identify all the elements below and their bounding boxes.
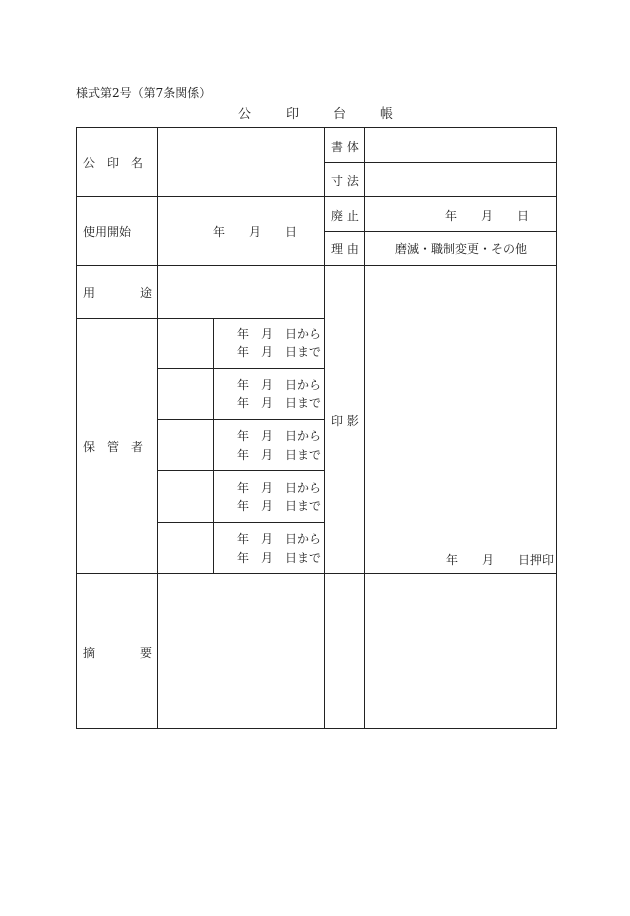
seal-name-label: 公 印 名 xyxy=(83,156,144,170)
start-use-date: 年 月 日 xyxy=(213,225,298,239)
custodian-period-2-to: 年 月 日まで xyxy=(237,396,322,410)
purpose-label-b: 途 xyxy=(140,286,153,300)
summary-label-a: 摘 xyxy=(83,646,96,660)
title-char-4: 帳 xyxy=(380,107,394,122)
impression-date: 年 月 日押印 xyxy=(446,553,555,567)
size-label: 寸 法 xyxy=(331,174,359,188)
custodian-period-1-from: 年 月 日から xyxy=(237,327,322,341)
title-char-1: 公 xyxy=(238,107,252,122)
custodian-period-5-to: 年 月 日まで xyxy=(237,551,322,565)
custodian-period-5-from: 年 月 日から xyxy=(237,532,322,546)
abolish-label: 廃 止 xyxy=(331,209,359,223)
reason-value: 磨滅・職制変更・その他 xyxy=(395,242,528,256)
title-char-2: 印 xyxy=(286,107,300,122)
reason-label: 理 由 xyxy=(331,242,359,256)
custodian-period-1-to: 年 月 日まで xyxy=(237,345,322,359)
custodian-period-3-from: 年 月 日から xyxy=(237,429,322,443)
custodian-label: 保 管 者 xyxy=(83,440,144,454)
abolish-date: 年 月 日 xyxy=(445,209,530,223)
style-label: 書 体 xyxy=(331,140,359,154)
custodian-period-3-to: 年 月 日まで xyxy=(237,448,322,462)
custodian-period-4-to: 年 月 日まで xyxy=(237,499,322,513)
purpose-label-a: 用 xyxy=(83,286,96,300)
form-number-label: 様式第2号（第7条関係） xyxy=(76,86,212,100)
custodian-period-4-from: 年 月 日から xyxy=(237,481,322,495)
custodian-period-2-from: 年 月 日から xyxy=(237,378,322,392)
impression-label: 印 影 xyxy=(331,414,359,428)
start-use-label: 使用開始 xyxy=(83,225,132,239)
title-char-3: 台 xyxy=(333,107,347,122)
seal-register-table xyxy=(76,127,557,729)
summary-label-b: 要 xyxy=(140,646,153,660)
